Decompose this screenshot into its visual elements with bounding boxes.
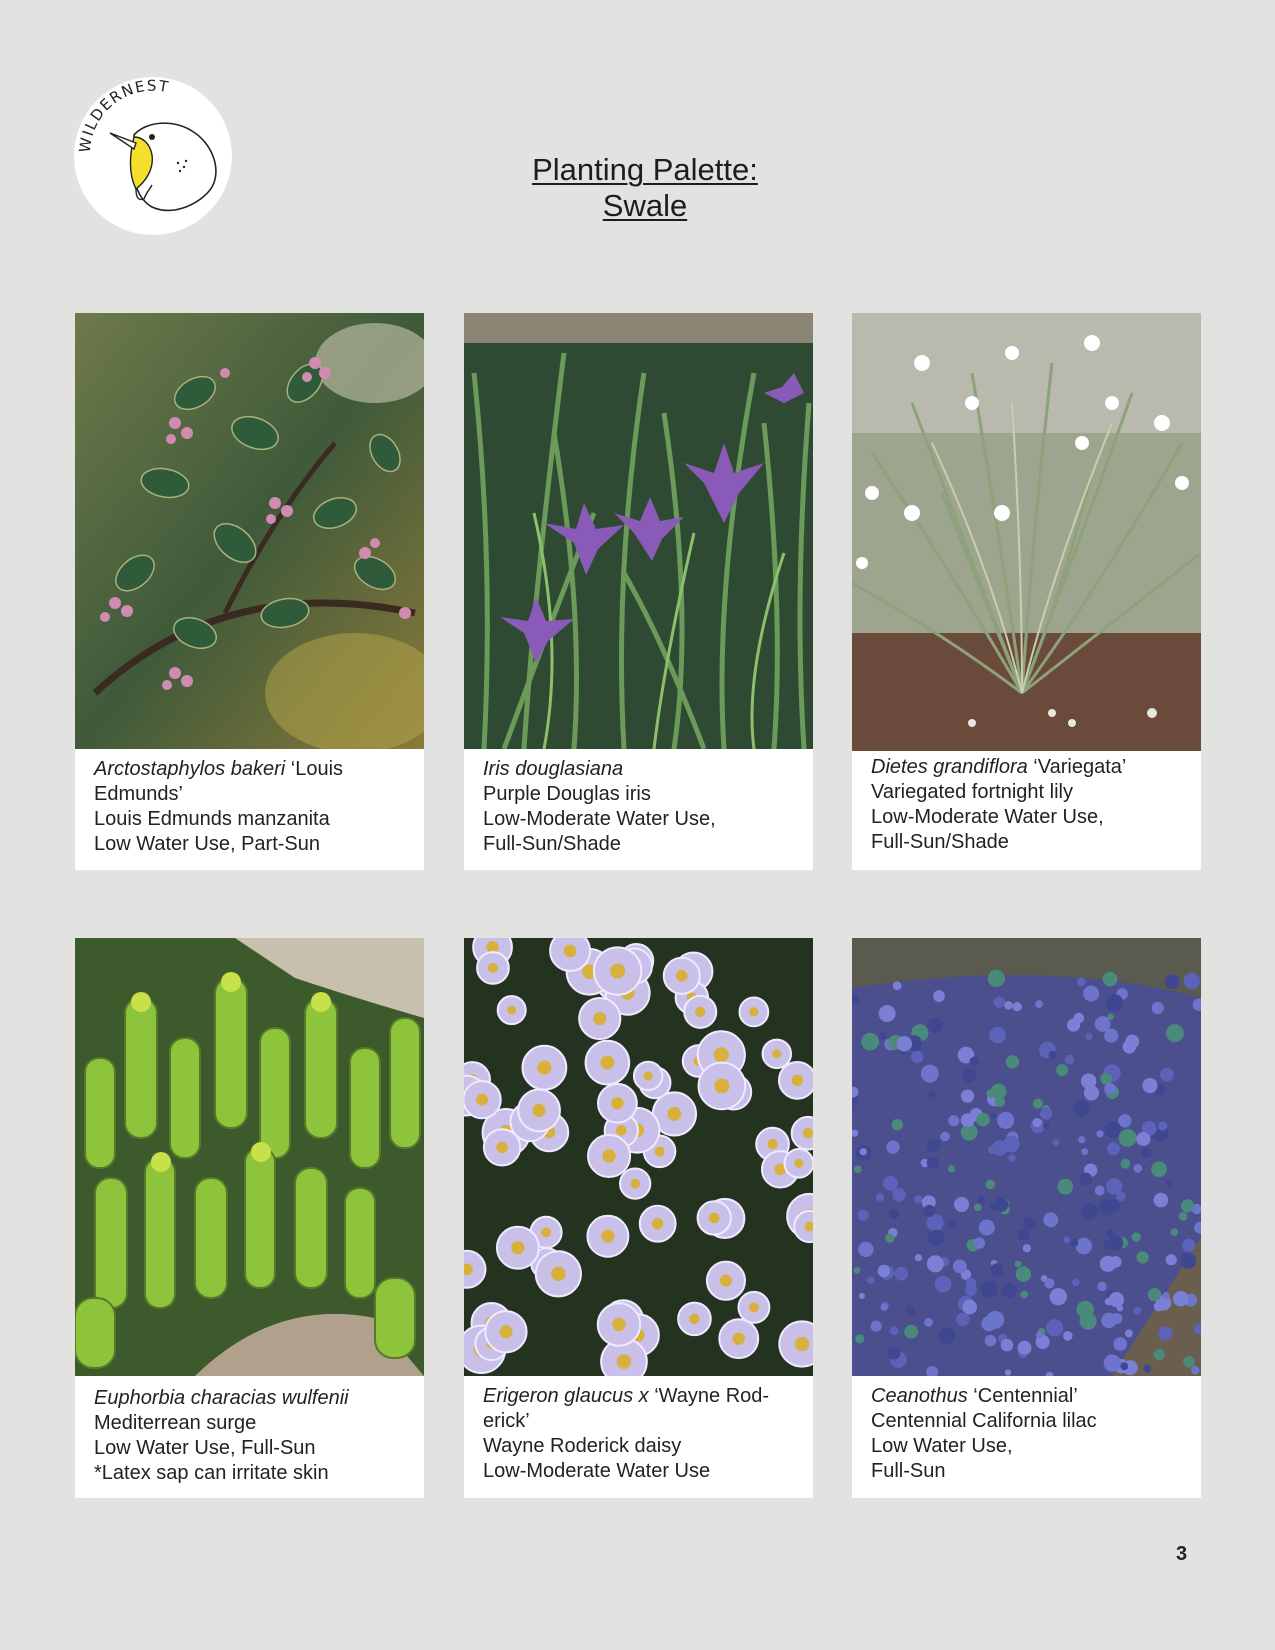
plant-detail: Low Water Use, [871,1435,1013,1457]
scientific-name: Iris douglasiana [483,758,624,780]
cultivar-name: ‘Centennial’ [967,1385,1078,1407]
common-name: Mediterrean surge [94,1412,257,1434]
page-title-line2: Swale [602,188,688,223]
ceanothus-caption [871,1384,1191,1484]
scientific-name: Erigeron glaucus x [483,1385,649,1407]
plant-card-iris [464,313,813,870]
scientific-name: Ceanothus [871,1385,968,1407]
cultivar-name: ‘Variegata’ [1027,756,1127,778]
iris-photo [464,313,813,749]
common-name: Louis Edmunds manzanita [94,808,330,830]
manzanita-photo [75,313,424,749]
scientific-name: Arctostaphylos bakeri [94,758,286,780]
erigeron-photo [464,938,813,1376]
common-name: Purple Douglas iris [483,783,651,805]
plant-card-ceanothus [852,938,1201,1498]
ceanothus-photo [852,938,1201,1376]
plant-detail: Low-Moderate Water Use [483,1460,711,1482]
plant-detail: Low-Moderate Water Use, [483,808,716,830]
erigeron-caption [483,1384,803,1484]
plant-detail: Low Water Use, Part-Sun [94,833,321,855]
iris-caption [483,757,803,857]
dietes-photo [852,313,1201,751]
plant-warning: *Latex sap can irritate skin [94,1462,329,1484]
scientific-name: Dietes grandiflora [871,756,1028,778]
plant-card-dietes [852,313,1201,870]
cultivar-name-cont: erick’ [483,1410,530,1432]
plant-detail: Low Water Use, Full-Sun [94,1437,316,1459]
page-title-line1: Planting Palette: [532,152,758,187]
plant-detail: Full-Sun [871,1460,946,1482]
dietes-caption [871,755,1191,855]
cultivar-name-cont: Edmunds’ [94,783,183,805]
cultivar-name: ‘Wayne Rod- [648,1385,770,1407]
plant-detail: Full-Sun/Shade [871,831,1009,853]
plant-detail: Low-Moderate Water Use, [871,806,1104,828]
manzanita-caption [94,757,414,857]
page-number: 3 [1176,1543,1188,1565]
common-name: Centennial California lilac [871,1410,1097,1432]
euphorbia-photo [75,938,424,1376]
logo-brand-text: WILDERNEST [75,77,171,154]
common-name: Variegated fortnight lily [871,781,1073,803]
plant-card-euphorbia [75,938,424,1498]
plant-card-erigeron [464,938,813,1498]
euphorbia-caption [94,1386,414,1486]
page-title [0,152,1275,224]
common-name: Wayne Roderick daisy [483,1435,682,1457]
plant-detail: Full-Sun/Shade [483,833,621,855]
scientific-name: Euphorbia characias wulfenii [94,1387,349,1409]
cultivar-name: ‘Louis [285,758,344,780]
plant-card-manzanita [75,313,424,870]
